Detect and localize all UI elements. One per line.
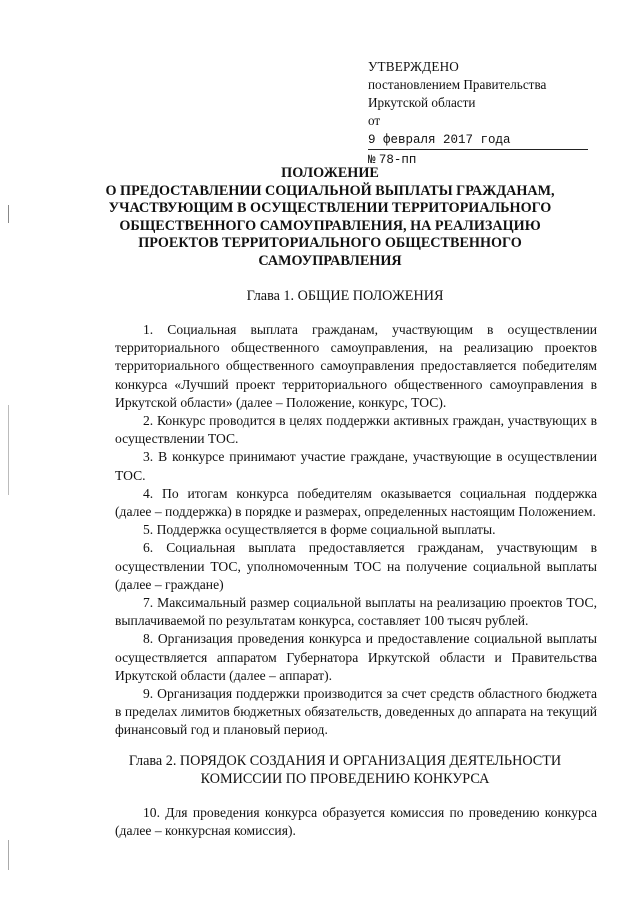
approved-label: УТВЕРЖДЕНО — [368, 59, 460, 74]
approval-line-2: Иркутской области — [368, 95, 476, 110]
approval-block — [368, 58, 603, 169]
paragraph-9: 9. Организация поддержки производится за счет средств областного бюджета в пределах лимитов бюджетных обязательств, доведенных до аппарата на текущий финансовый год и плановый период. — [115, 686, 597, 738]
title-line-1: ПОЛОЖЕНИЕ — [281, 165, 379, 181]
paragraph-3: 3. В конкурсе принимают участие граждане, участвующие в осуществлении ТОС. — [115, 449, 597, 483]
title-line-2: О ПРЕДОСТАВЛЕНИИ СОЦИАЛЬНОЙ ВЫПЛАТЫ ГРАЖДАНАМ, — [105, 182, 555, 199]
date-value: 9 февраля 2017 года — [368, 133, 511, 147]
chapter-1-heading: Глава 1. ОБЩИЕ ПОЛОЖЕНИЯ — [246, 288, 444, 304]
scan-mark — [8, 405, 9, 495]
title-line-4: ОБЩЕСТВЕННОГО САМОУПРАВЛЕНИЯ, НА РЕАЛИЗАЦИЮ — [119, 217, 541, 234]
chapter-2-heading — [110, 752, 580, 788]
paragraph-1: 1. Социальная выплата гражданам, участвующим в осуществлении территориального общественного самоуправления, на реализацию проектов территориального общественного самоуправления предоставляется победителям конкурса «Лучший проект территориального общественного самоуправления в Иркутской области» (далее – Положение, конкурс, ТОС). — [115, 322, 597, 410]
document-title — [90, 165, 570, 270]
approval-line-1: постановлением Правительства — [368, 77, 547, 92]
chapter-2-body — [115, 804, 597, 840]
paragraph-2: 2. Конкурс проводится в целях поддержки активных граждан, участвующих в осуществлении ТОС. — [115, 413, 597, 447]
chapter-2-heading-line-1: Глава 2. ПОРЯДОК СОЗДАНИЯ И ОРГАНИЗАЦИЯ ДЕЯТЕЛЬНОСТИ — [128, 753, 562, 769]
number-value: 78-пп — [378, 153, 417, 167]
scan-mark — [8, 205, 9, 223]
paragraph-10: 10. Для проведения конкурса образуется комиссия по проведению конкурса (далее – конкурсная комиссия). — [115, 805, 597, 839]
chapter-1-body — [115, 321, 597, 740]
paragraph-6: 6. Социальная выплата предоставляется гражданам, участвующим в осуществлении ТОС, уполномоченным ТОС на получение социальной выплаты (далее – граждане) — [115, 540, 597, 592]
number-prefix: № — [368, 153, 376, 167]
chapter-2-heading-line-2: КОМИССИИ ПО ПРОВЕДЕНИЮ КОНКУРСА — [200, 771, 490, 787]
title-line-5: ПРОЕКТОВ ТЕРРИТОРИАЛЬНОГО ОБЩЕСТВЕННОГО — [138, 235, 522, 251]
scan-mark — [8, 840, 9, 870]
title-line-3: УЧАСТВУЮЩИМ В ОСУЩЕСТВЛЕНИИ ТЕРРИТОРИАЛЬНОГО — [108, 200, 552, 216]
approval-date — [368, 112, 603, 150]
paragraph-7: 7. Максимальный размер социальной выплаты на реализацию проектов ТОС, выплачиваемой по результатам конкурса, составляет 100 тысяч рублей. — [115, 595, 597, 629]
title-line-6: САМОУПРАВЛЕНИЯ — [258, 252, 402, 269]
paragraph-5: 5. Поддержка осуществляется в форме социальной выплаты. — [143, 522, 496, 538]
paragraph-4: 4. По итогам конкурса победителям оказывается социальная поддержка (далее – поддержка) в порядке и размерах, определенных настоящим Положением. — [115, 485, 597, 520]
paragraph-8: 8. Организация проведения конкурса и предоставление социальной выплаты осуществляется аппаратом Губернатора Иркутской области и Правительства Иркутской области (далее – аппарат). — [115, 631, 597, 683]
date-prefix: от — [368, 113, 381, 128]
